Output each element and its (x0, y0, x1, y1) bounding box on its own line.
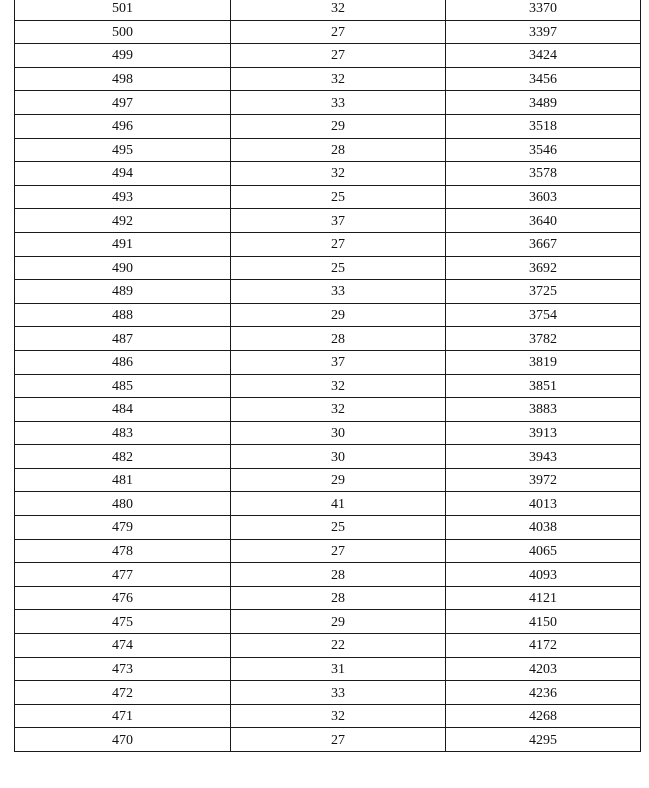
cumulative-cell-text: 3913 (529, 425, 557, 441)
count-cell (231, 303, 446, 327)
count-cell-text: 37 (331, 213, 345, 229)
score-cell-text: 479 (112, 520, 133, 536)
count-cell-text: 29 (331, 308, 345, 324)
table-row (15, 634, 641, 658)
cumulative-cell-text: 3578 (529, 166, 557, 182)
count-cell (231, 209, 446, 233)
cumulative-cell (446, 67, 641, 91)
cumulative-cell-text: 4268 (529, 709, 557, 725)
score-cell (15, 67, 231, 91)
cumulative-cell (446, 0, 641, 20)
score-cell (15, 209, 231, 233)
cumulative-cell-text: 4065 (529, 543, 557, 559)
score-cell (15, 280, 231, 304)
score-cell-text: 483 (112, 425, 133, 441)
score-cell-text: 500 (112, 24, 133, 40)
cumulative-cell-text: 3972 (529, 473, 557, 489)
score-cell-text: 472 (112, 685, 133, 701)
table-row (15, 303, 641, 327)
table-row (15, 256, 641, 280)
count-cell-text: 28 (331, 331, 345, 347)
score-cell-text: 477 (112, 567, 133, 583)
count-cell (231, 114, 446, 138)
score-cell (15, 256, 231, 280)
cumulative-cell (446, 256, 641, 280)
cumulative-cell (446, 539, 641, 563)
count-cell-text: 33 (331, 95, 345, 111)
score-cell-text: 491 (112, 237, 133, 253)
score-cell-text: 485 (112, 378, 133, 394)
cumulative-cell-text: 4150 (529, 614, 557, 630)
table-row (15, 398, 641, 422)
count-cell-text: 27 (331, 237, 345, 253)
table-row (15, 91, 641, 115)
cumulative-cell-text: 4236 (529, 685, 557, 701)
cumulative-cell (446, 445, 641, 469)
count-cell (231, 445, 446, 469)
cumulative-cell (446, 20, 641, 44)
table-row (15, 185, 641, 209)
cumulative-cell (446, 681, 641, 705)
count-cell-text: 28 (331, 591, 345, 607)
count-cell-text: 28 (331, 142, 345, 158)
count-cell-text: 41 (331, 496, 345, 512)
cumulative-cell-text: 3782 (529, 331, 557, 347)
count-cell-text: 27 (331, 732, 345, 748)
cumulative-cell-text: 3851 (529, 378, 557, 394)
table-row (15, 657, 641, 681)
cumulative-cell-text: 3424 (529, 48, 557, 64)
table-row (15, 209, 641, 233)
score-cell-text: 481 (112, 473, 133, 489)
score-cell-text: 498 (112, 72, 133, 88)
count-cell-text: 27 (331, 543, 345, 559)
table-row (15, 327, 641, 351)
count-cell-text: 27 (331, 24, 345, 40)
cumulative-cell-text: 3640 (529, 213, 557, 229)
count-cell-text: 25 (331, 190, 345, 206)
cumulative-cell (446, 374, 641, 398)
score-cell (15, 704, 231, 728)
count-cell (231, 634, 446, 658)
score-cell-text: 492 (112, 213, 133, 229)
cumulative-cell (446, 91, 641, 115)
cumulative-cell-text: 3883 (529, 402, 557, 418)
table-row (15, 20, 641, 44)
score-cell (15, 421, 231, 445)
count-cell (231, 374, 446, 398)
count-cell (231, 280, 446, 304)
cumulative-cell-text: 3692 (529, 260, 557, 276)
score-cell-text: 484 (112, 402, 133, 418)
cumulative-cell-text: 4093 (529, 567, 557, 583)
score-cell-text: 488 (112, 308, 133, 324)
count-cell-text: 22 (331, 638, 345, 654)
score-cell (15, 539, 231, 563)
score-cell-text: 474 (112, 638, 133, 654)
score-cell-text: 486 (112, 355, 133, 371)
score-cell (15, 398, 231, 422)
cumulative-cell-text: 3546 (529, 142, 557, 158)
count-cell-text: 32 (331, 1, 345, 17)
cumulative-cell (446, 563, 641, 587)
cumulative-cell (446, 162, 641, 186)
cumulative-cell (446, 728, 641, 752)
count-cell-text: 33 (331, 685, 345, 701)
cumulative-cell (446, 280, 641, 304)
count-cell (231, 728, 446, 752)
table-row (15, 516, 641, 540)
cumulative-cell (446, 634, 641, 658)
count-cell-text: 25 (331, 260, 345, 276)
score-cell-text: 476 (112, 591, 133, 607)
cumulative-cell (446, 327, 641, 351)
count-cell (231, 91, 446, 115)
count-cell-text: 28 (331, 567, 345, 583)
cumulative-cell-text: 4203 (529, 661, 557, 677)
score-cell (15, 492, 231, 516)
count-cell-text: 32 (331, 378, 345, 394)
count-cell (231, 421, 446, 445)
score-cell (15, 91, 231, 115)
score-cell-text: 489 (112, 284, 133, 300)
count-cell (231, 492, 446, 516)
score-cell (15, 303, 231, 327)
score-cell-text: 470 (112, 732, 133, 748)
count-cell-text: 25 (331, 520, 345, 536)
cumulative-cell-text: 4038 (529, 520, 557, 536)
table-row (15, 610, 641, 634)
cumulative-cell (446, 468, 641, 492)
count-cell (231, 138, 446, 162)
cumulative-cell-text: 3518 (529, 119, 557, 135)
count-cell-text: 30 (331, 449, 345, 465)
score-cell (15, 185, 231, 209)
score-cell-text: 496 (112, 119, 133, 135)
cumulative-cell (446, 114, 641, 138)
cumulative-cell-text: 3943 (529, 449, 557, 465)
count-cell (231, 256, 446, 280)
count-cell (231, 468, 446, 492)
score-cell-text: 495 (112, 142, 133, 158)
score-cell (15, 681, 231, 705)
cumulative-cell-text: 3603 (529, 190, 557, 206)
score-cell-text: 501 (112, 1, 133, 17)
score-cell (15, 327, 231, 351)
count-cell (231, 67, 446, 91)
count-cell (231, 0, 446, 20)
score-cell (15, 44, 231, 68)
cumulative-cell (446, 303, 641, 327)
score-cell (15, 0, 231, 20)
cumulative-cell-text: 3754 (529, 308, 557, 324)
score-cell (15, 162, 231, 186)
score-cell (15, 350, 231, 374)
table-row (15, 586, 641, 610)
table-row (15, 350, 641, 374)
table-row (15, 681, 641, 705)
count-cell (231, 610, 446, 634)
cumulative-cell (446, 44, 641, 68)
cumulative-cell (446, 232, 641, 256)
score-cell-text: 487 (112, 331, 133, 347)
count-cell (231, 327, 446, 351)
score-table (14, 0, 641, 752)
count-cell (231, 586, 446, 610)
count-cell-text: 29 (331, 473, 345, 489)
count-cell (231, 398, 446, 422)
table-row (15, 114, 641, 138)
table-row (15, 0, 641, 20)
cumulative-cell-text: 4295 (529, 732, 557, 748)
score-cell (15, 516, 231, 540)
cumulative-cell-text: 3819 (529, 355, 557, 371)
table-row (15, 445, 641, 469)
score-cell (15, 374, 231, 398)
count-cell (231, 185, 446, 209)
score-cell-text: 480 (112, 496, 133, 512)
score-cell (15, 20, 231, 44)
count-cell (231, 44, 446, 68)
score-cell-text: 473 (112, 661, 133, 677)
count-cell (231, 681, 446, 705)
count-cell (231, 563, 446, 587)
score-cell (15, 468, 231, 492)
table-row (15, 374, 641, 398)
score-cell (15, 138, 231, 162)
score-cell (15, 728, 231, 752)
cumulative-cell (446, 421, 641, 445)
cumulative-cell-text: 3725 (529, 284, 557, 300)
table-row (15, 232, 641, 256)
table-row (15, 44, 641, 68)
cumulative-cell (446, 492, 641, 516)
score-cell (15, 634, 231, 658)
count-cell-text: 32 (331, 402, 345, 418)
table-row (15, 539, 641, 563)
count-cell (231, 516, 446, 540)
count-cell (231, 704, 446, 728)
score-cell (15, 114, 231, 138)
table-row (15, 563, 641, 587)
cumulative-cell (446, 516, 641, 540)
cumulative-cell-text: 3370 (529, 1, 557, 17)
count-cell (231, 657, 446, 681)
score-cell (15, 657, 231, 681)
table-row (15, 67, 641, 91)
score-cell-text: 493 (112, 190, 133, 206)
count-cell-text: 32 (331, 709, 345, 725)
table-row (15, 704, 641, 728)
cumulative-cell (446, 398, 641, 422)
cumulative-cell-text: 4172 (529, 638, 557, 654)
count-cell-text: 32 (331, 72, 345, 88)
table-row (15, 421, 641, 445)
table-row (15, 138, 641, 162)
cumulative-cell-text: 4013 (529, 496, 557, 512)
score-cell (15, 232, 231, 256)
cumulative-cell-text: 4121 (529, 591, 557, 607)
score-cell (15, 610, 231, 634)
score-cell (15, 586, 231, 610)
count-cell-text: 29 (331, 614, 345, 630)
cumulative-cell (446, 657, 641, 681)
score-cell-text: 482 (112, 449, 133, 465)
count-cell (231, 232, 446, 256)
count-cell (231, 350, 446, 374)
cumulative-cell (446, 586, 641, 610)
score-cell-text: 494 (112, 166, 133, 182)
score-cell-text: 471 (112, 709, 133, 725)
cumulative-cell-text: 3456 (529, 72, 557, 88)
score-cell-text: 497 (112, 95, 133, 111)
count-cell-text: 29 (331, 119, 345, 135)
score-cell (15, 563, 231, 587)
table-body (15, 0, 641, 752)
cumulative-cell-text: 3489 (529, 95, 557, 111)
count-cell-text: 37 (331, 355, 345, 371)
cumulative-cell (446, 138, 641, 162)
cumulative-cell (446, 350, 641, 374)
cumulative-cell (446, 704, 641, 728)
count-cell-text: 30 (331, 425, 345, 441)
table-row (15, 728, 641, 752)
count-cell-text: 32 (331, 166, 345, 182)
count-cell-text: 31 (331, 661, 345, 677)
table-row (15, 280, 641, 304)
count-cell (231, 20, 446, 44)
cumulative-cell (446, 610, 641, 634)
cumulative-cell (446, 209, 641, 233)
table-row (15, 492, 641, 516)
cumulative-cell (446, 185, 641, 209)
count-cell-text: 33 (331, 284, 345, 300)
count-cell (231, 539, 446, 563)
count-cell (231, 162, 446, 186)
table-row (15, 162, 641, 186)
score-cell-text: 490 (112, 260, 133, 276)
cumulative-cell-text: 3397 (529, 24, 557, 40)
score-cell-text: 475 (112, 614, 133, 630)
score-cell (15, 445, 231, 469)
score-cell-text: 499 (112, 48, 133, 64)
score-cell-text: 478 (112, 543, 133, 559)
table-row (15, 468, 641, 492)
count-cell-text: 27 (331, 48, 345, 64)
cumulative-cell-text: 3667 (529, 237, 557, 253)
